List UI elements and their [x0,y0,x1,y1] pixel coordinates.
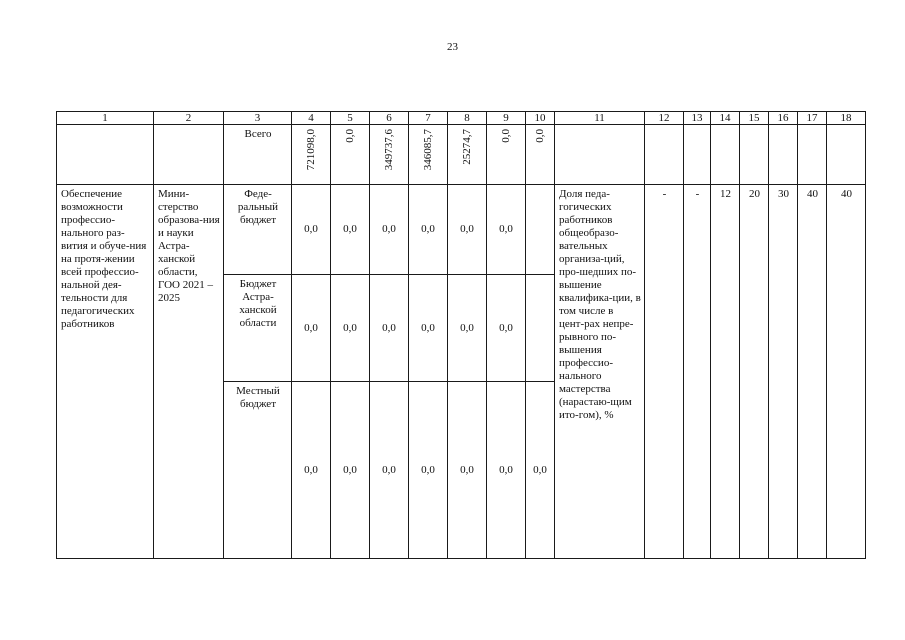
column-number: 16 [769,112,798,125]
budget-value: 0,0 [448,185,487,275]
column-number: 3 [224,112,292,125]
column-number: 6 [370,112,409,125]
indicator-value: 40 [807,188,818,200]
column-number: 17 [798,112,827,125]
total-row [57,125,866,185]
total-value: 0,0 [533,129,546,143]
column-number-row [57,112,866,125]
total-label: Всего [244,128,272,140]
total-value: 25274,7 [460,129,473,165]
column-number: 11 [555,112,645,125]
budget-value: 0,0 [292,382,331,559]
indicator-value: - [695,188,700,200]
budget-value: 0,0 [487,382,526,559]
column-number: 18 [827,112,866,125]
page-number: 23 [447,41,458,53]
indicator-value: 40 [841,188,852,200]
total-value: 0,0 [499,129,512,143]
budget-value: 0,0 [448,382,487,559]
column-number: 1 [57,112,154,125]
budget-value: 0,0 [370,185,409,275]
column-number: 9 [487,112,526,125]
budget-label: Феде-ральный бюджет [237,188,279,226]
budget-value: 0,0 [292,185,331,275]
indicator-value: 12 [720,188,731,200]
budget-value: 0,0 [409,275,448,382]
column-number: 10 [526,112,555,125]
column-number: 13 [684,112,711,125]
budget-label: Местный бюджет [236,385,280,410]
total-value: 349737,6 [382,129,395,171]
federal-budget-row [57,185,866,275]
column-number: 12 [645,112,684,125]
budget-value: 0,0 [487,275,526,382]
budget-value: 0,0 [370,382,409,559]
total-value: 346085,7 [421,129,434,171]
column-number: 14 [711,112,740,125]
budget-value: 0,0 [331,382,370,559]
total-value: 0,0 [343,129,356,143]
budget-value: 0,0 [292,275,331,382]
column-number: 8 [448,112,487,125]
budget-value: 0,0 [487,185,526,275]
budget-value: 0,0 [331,185,370,275]
total-value: 721098,0 [304,129,317,171]
activity-description: Обеспечение возможности профессио-нального раз-вития и обуче-ния на протя-жении всей профессио-нальной дея-тельности для педагогических работников [61,188,147,330]
indicator-description: Доля педа-гогических работников общеобразо-вательных организа-ций, про-шедших по-вышение квалифика-ции, в том числе в цент-рах непре-рывного по-вышения профессио-нального мастерства (нарастаю-щим ито-гом), % [559,188,641,421]
budget-value: 0,0 [448,275,487,382]
data-table [56,111,866,559]
indicator-value: 20 [749,188,760,200]
budget-value: 0,0 [409,185,448,275]
column-number: 2 [154,112,224,125]
budget-value: 0,0 [331,275,370,382]
budget-value: 0,0 [409,382,448,559]
indicator-value: 30 [778,188,789,200]
column-number: 7 [409,112,448,125]
budget-value: 0,0 [370,275,409,382]
executor: Мини-стерство образова-ния и науки Астра-ханской области, ГОО 2021 – 2025 [158,188,220,304]
column-number: 15 [740,112,769,125]
budget-label: Бюджет Астра-ханской области [239,278,277,329]
indicator-value: - [662,188,667,200]
budget-value: 0,0 [526,382,555,559]
column-number: 4 [292,112,331,125]
column-number: 5 [331,112,370,125]
